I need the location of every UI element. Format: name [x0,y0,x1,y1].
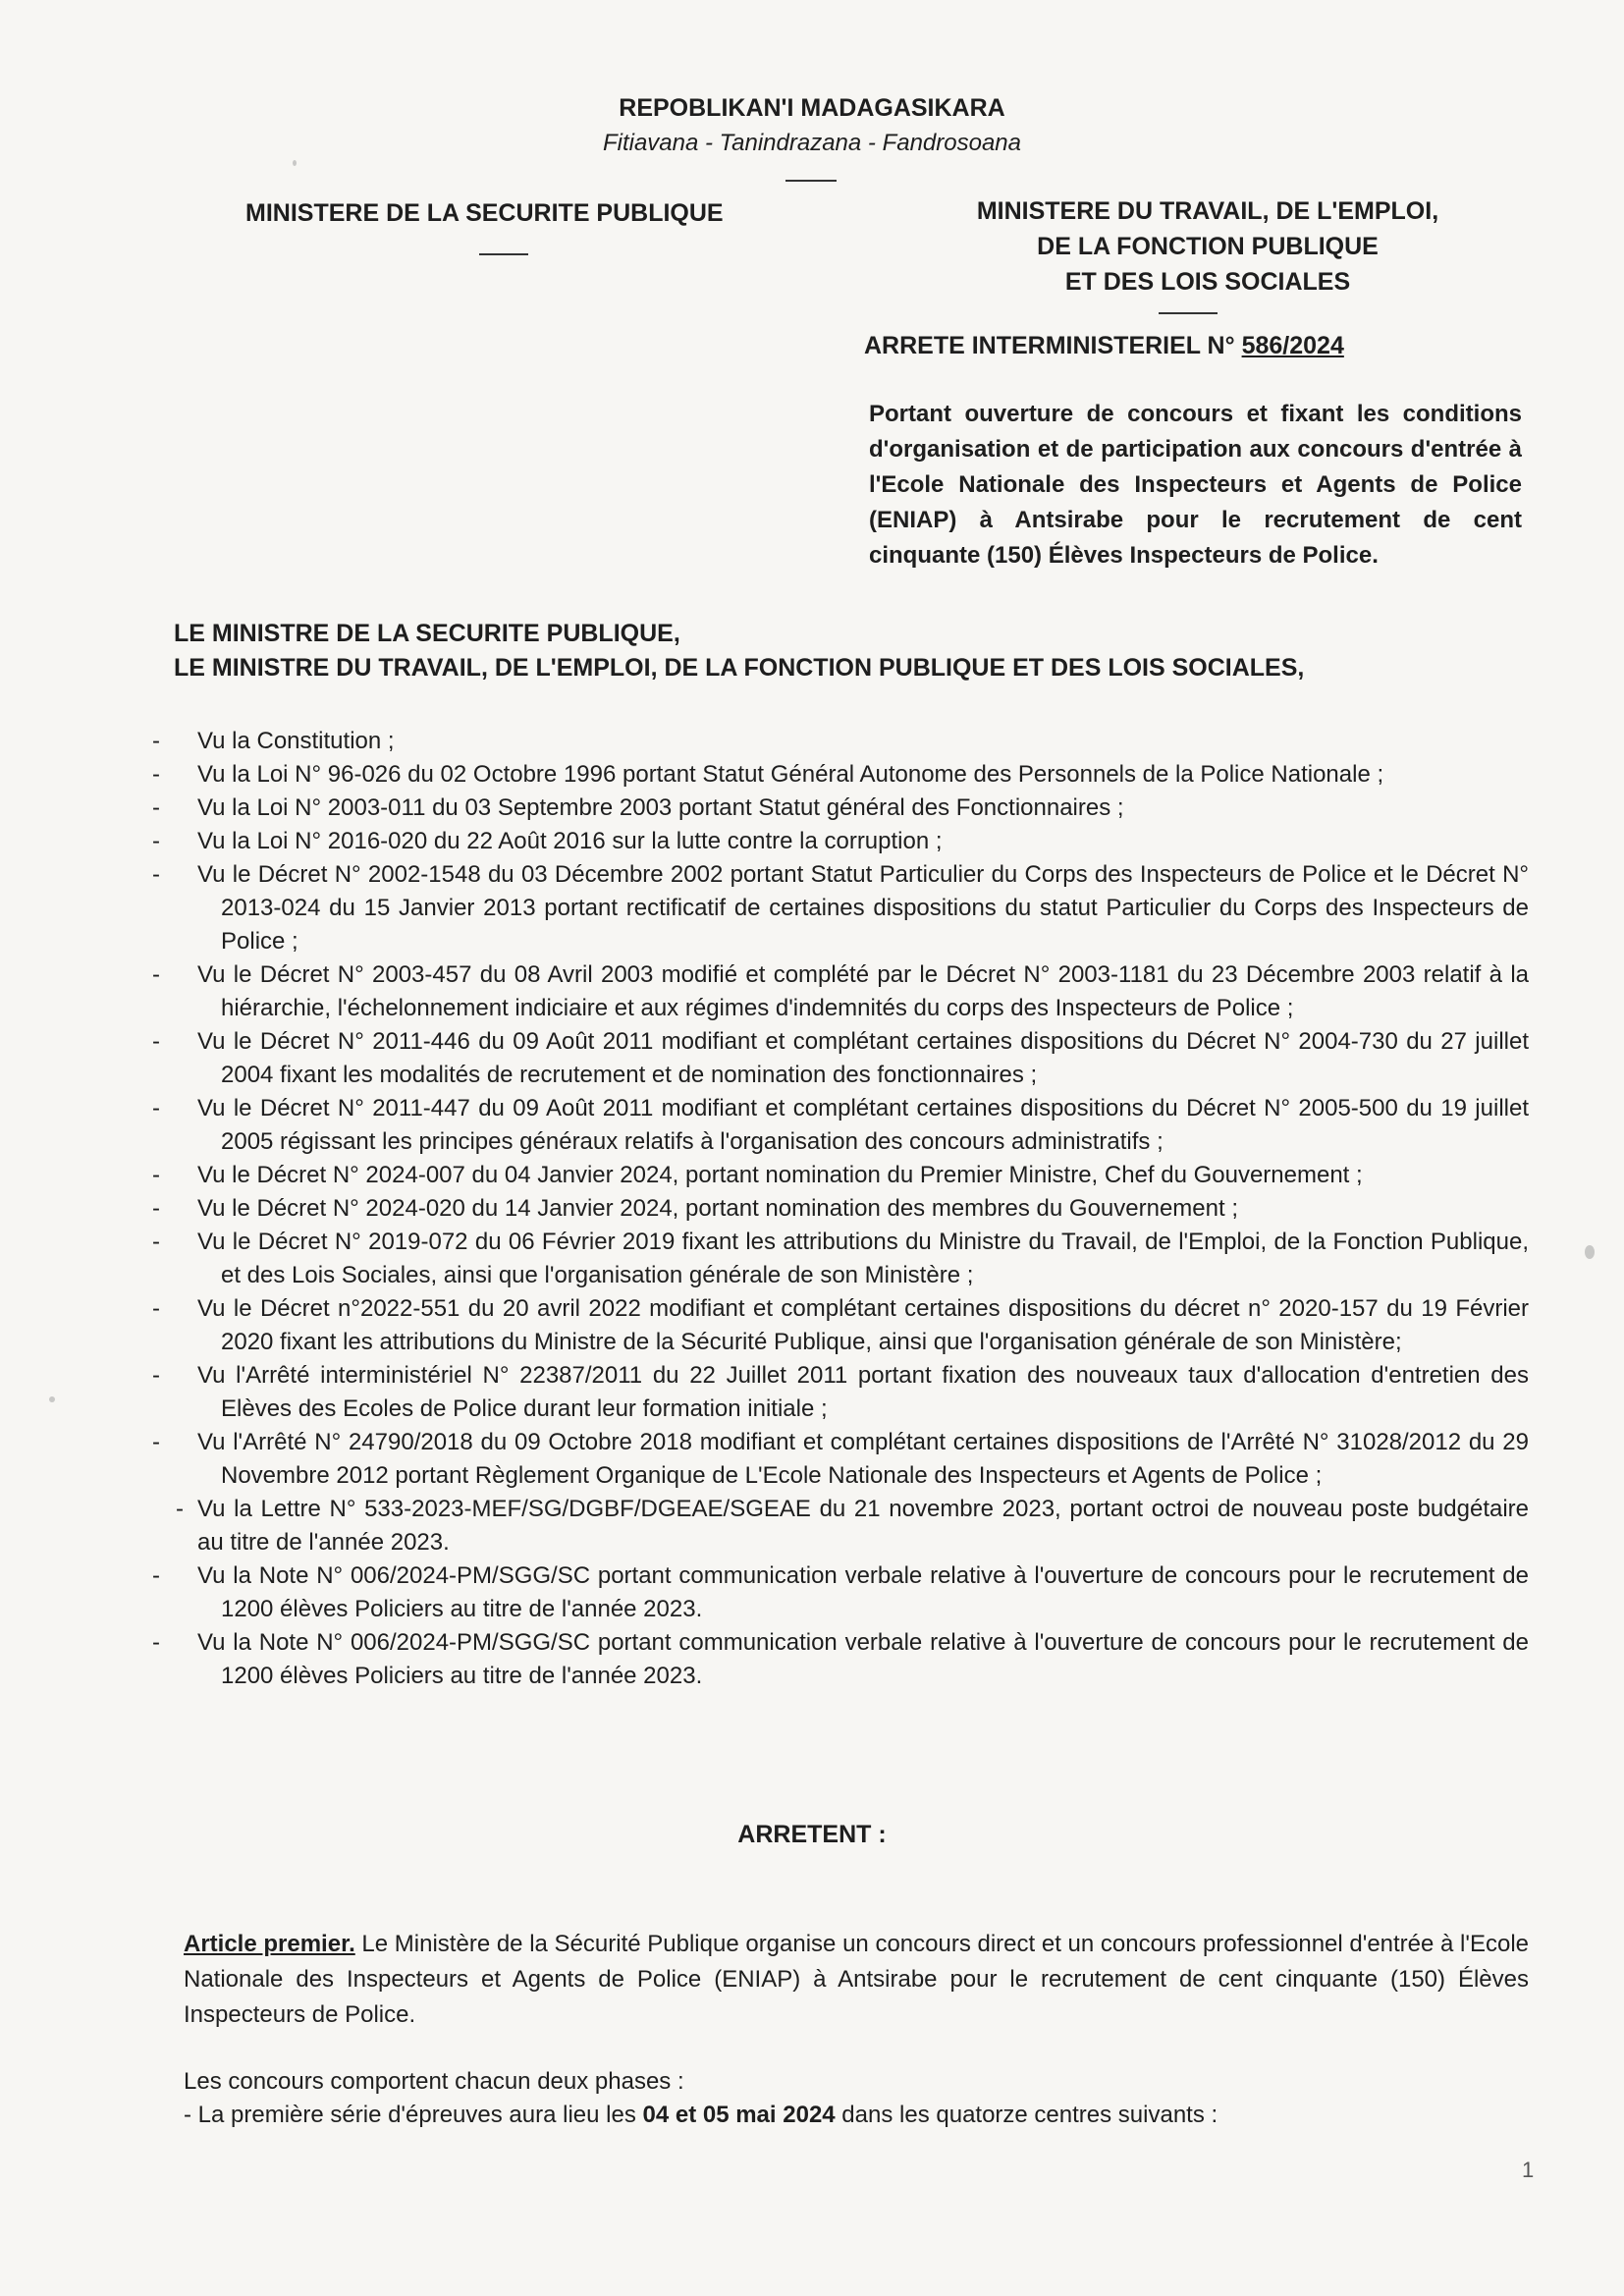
arrete-subject: Portant ouverture de concours et fixant les conditions d'organisation et de participation aux concours d'entrée à l'Ecole Nationale des Inspecteurs et Agents de Police (ENIAP) à Antsirabe pour le recrutement de cent cinquante (150) Élèves Inspecteurs de Police. [869,401,1522,569]
phase-one-dates: 04 et 05 mai 2024 [642,2102,836,2128]
phase-one-before: - La première série d'épreuves aura lieu les [184,2102,643,2128]
minister-line-2: LE MINISTRE DU TRAVAIL, DE L'EMPLOI, DE LA FONCTION PUBLIQUE ET DES LOIS SOCIALES, [174,654,1305,682]
vu-item: - Vu l'Arrêté N° 24790/2018 du 09 Octobre 2018 modifiant et complétant certaines dispositions de l'Arrêté N° 31028/2012 du 29 Novembre 2012 portant Règlement Organique de L'Ecole Nationale des Inspecteurs et Agents de Police ; [174,1426,1529,1493]
concours-intro: Les concours comportent chacun deux phases : [184,2068,684,2095]
ministry-left: MINISTERE DE LA SECURITE PUBLIQUE [245,199,724,227]
minister-line-1: LE MINISTRE DE LA SECURITE PUBLIQUE, [174,620,680,647]
ministry-right-line-1: MINISTERE DU TRAVAIL, DE L'EMPLOI, [976,197,1439,225]
vu-item: - Vu le Décret N° 2011-447 du 09 Août 2011 modifiant et complétant certaines dispositions du Décret N° 2005-500 du 19 juillet 2005 régissant les principes généraux relatifs à l'organisation des concours administratifs ; [174,1092,1529,1159]
vu-item: - Vu la Note N° 006/2024-PM/SGG/SC portant communication verbale relative à l'ouverture de concours pour le recrutement de 1200 élèves Policiers au titre de l'année 2023. [174,1626,1529,1693]
ministry-right-line-2: DE LA FONCTION PUBLIQUE [1037,233,1379,260]
vu-item: - Vu la Loi N° 2003-011 du 03 Septembre 2003 portant Statut général des Fonctionnaires ; [174,792,1529,825]
ministry-right [913,193,1502,300]
vu-item: - Vu le Décret N° 2019-072 du 06 Février 2019 fixant les attributions du Ministre du Travail, de l'Emploi, de la Fonction Publique, et des Lois Sociales, ainsi que l'organisation générale de son Ministère ; [174,1226,1529,1292]
vu-item: - Vu la Constitution ; [174,725,1529,758]
vu-item: - Vu le Décret N° 2024-020 du 14 Janvier 2024, portant nomination des membres du Gouvernement ; [174,1192,1529,1226]
vu-item: - Vu le Décret n°2022-551 du 20 avril 2022 modifiant et complétant certaines dispositions du décret n° 2020-157 du 19 Février 2020 fixant les attributions du Ministre de la Sécurité Publique, ainsi que l'organisation générale de son Ministère; [174,1292,1529,1359]
vu-item: - Vu le Décret N° 2024-007 du 04 Janvier 2024, portant nomination du Premier Ministre, Chef du Gouvernement ; [174,1159,1529,1192]
scan-speck [293,160,297,166]
scan-speck [49,1396,55,1402]
phase-one-after: dans les quatorze centres suivants : [835,2102,1218,2128]
ministers-block [174,617,1450,685]
scan-speck [1585,1245,1595,1259]
republic-title: REPOBLIKAN'I MADAGASIKARA [619,94,1005,122]
vu-item: - Vu le Décret N° 2003-457 du 08 Avril 2003 modifié et complété par le Décret N° 2003-1181 du 23 Décembre 2003 relatif à la hiérarchie, l'échelonnement indiciaire et aux régimes d'indemnités du corps des Inspecteurs de Police ; [174,958,1529,1025]
vu-item: - Vu le Décret N° 2002-1548 du 03 Décembre 2002 portant Statut Particulier du Corps des Inspecteurs de Police et le Décret N° 2013-024 du 15 Janvier 2013 portant rectificatif de certaines dispositions du statut Particulier du Corps des Inspecteurs de Police ; [174,858,1529,958]
ministry-left-divider [479,253,528,255]
arretent-heading: ARRETENT : [737,1821,887,1848]
arrete-number [864,332,1512,360]
vu-item: - Vu le Décret N° 2011-446 du 09 Août 2011 modifiant et complétant certaines dispositions du Décret N° 2004-730 du 27 juillet 2004 fixant les modalités de recrutement et de nomination des fonctionnaires ; [174,1025,1529,1092]
arrete-number-value: 586/2024 [1241,332,1344,359]
vu-item: - Vu la Loi N° 2016-020 du 22 Août 2016 sur la lutte contre la corruption ; [174,825,1529,858]
article-premier [184,1927,1529,2033]
page-number: 1 [1522,2158,1535,2182]
vu-item: - Vu la Loi N° 96-026 du 02 Octobre 1996 portant Statut Général Autonome des Personnels de la Police Nationale ; [174,758,1529,792]
header-divider [785,180,837,182]
vu-item: - Vu la Note N° 006/2024-PM/SGG/SC portant communication verbale relative à l'ouverture de concours pour le recrutement de 1200 élèves Policiers au titre de l'année 2023. [174,1559,1529,1626]
ministry-right-divider [1159,312,1218,314]
article-premier-label: Article premier. [184,1931,355,1957]
arrete-prefix: ARRETE INTERMINISTERIEL N° [864,332,1235,359]
article-premier-text: Le Ministère de la Sécurité Publique organise un concours direct et un concours professionnel d'entrée à l'Ecole Nationale des Inspecteurs et Agents de Police (ENIAP) à Antsirabe pour le recrutement de cent cinquante (150) Élèves Inspecteurs de Police. [184,1931,1530,2028]
republic-motto: Fitiavana - Tanindrazana - Fandrosoana [602,130,1022,156]
vu-item: - Vu l'Arrêté interministériel N° 22387/2011 du 22 Juillet 2011 portant fixation des nouveaux taux d'allocation d'entretien des Elèves des Ecoles de Police durant leur formation initiale ; [174,1359,1529,1426]
vu-item: - Vu la Lettre N° 533-2023-MEF/SG/DGBF/DGEAE/SGEAE du 21 novembre 2023, portant octroi de nouveau poste budgétaire au titre de l'année 2023. [174,1493,1529,1559]
phase-one [184,2102,1529,2129]
ministry-right-line-3: ET DES LOIS SOCIALES [1064,268,1351,296]
vu-list [174,725,1529,1693]
